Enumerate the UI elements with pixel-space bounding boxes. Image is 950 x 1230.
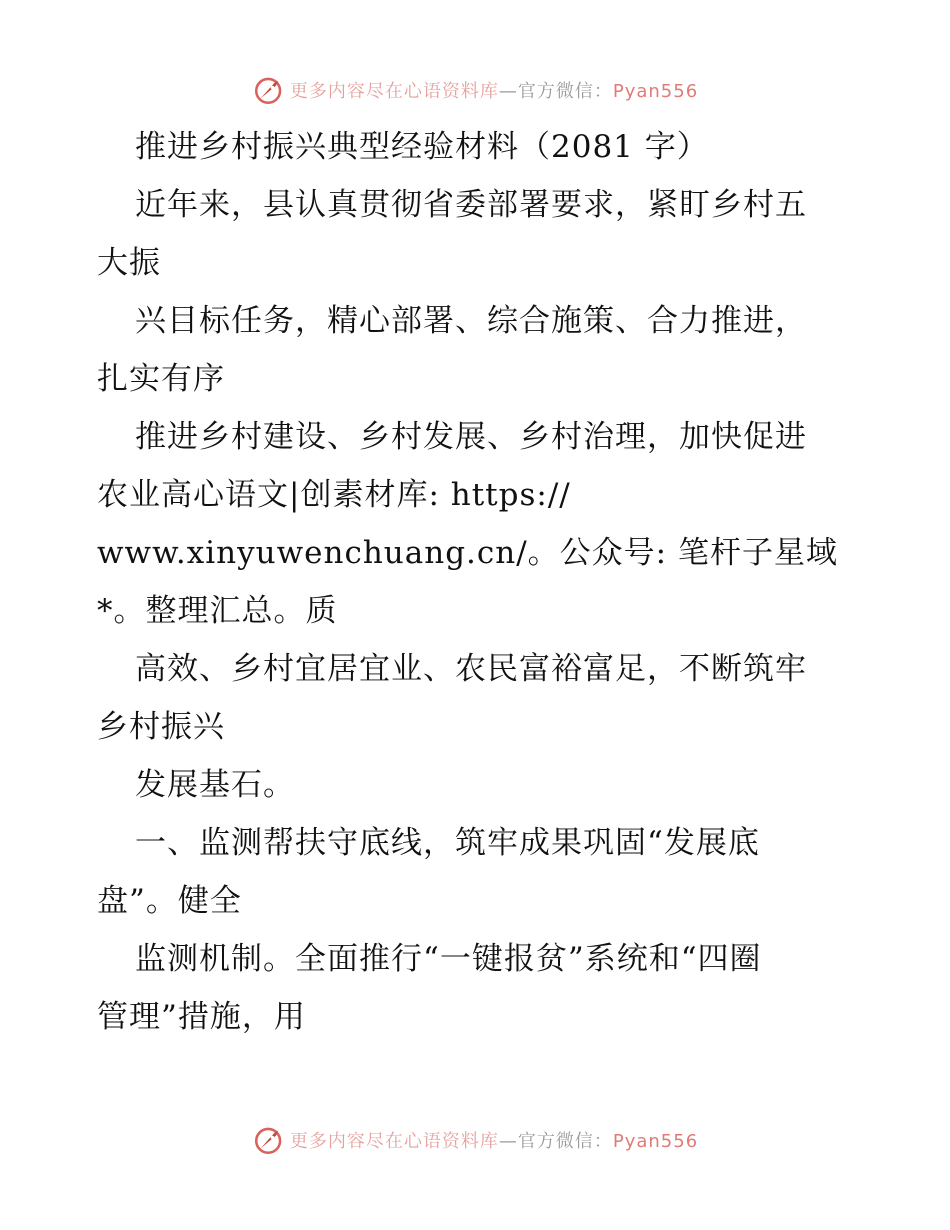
paragraph-line: 扎实有序 bbox=[97, 361, 225, 397]
paragraph-line: 大振 bbox=[97, 245, 161, 281]
footer-banner bbox=[0, 1120, 950, 1160]
paragraph-line: 乡村振兴 bbox=[97, 709, 225, 745]
paragraph-line: *。整理汇总。质 bbox=[97, 593, 338, 629]
header-banner bbox=[0, 70, 950, 110]
paragraph-line: 盘”。健全 bbox=[97, 883, 242, 919]
pen-nib-logo-icon bbox=[252, 1123, 286, 1157]
paragraph-line: 推进乡村建设、乡村发展、乡村治理，加快促进 bbox=[135, 419, 807, 455]
footer-watermark-text: 更多内容尽在心语资料库—官方微信：Pyan556 bbox=[289, 1131, 699, 1152]
pen-nib-logo-icon bbox=[252, 73, 286, 107]
header-watermark-text: 更多内容尽在心语资料库—官方微信：Pyan556 bbox=[289, 81, 699, 102]
paragraph-line: 农业高心语文|创素材库: https:// bbox=[97, 477, 571, 513]
paragraph-line: 近年来，县认真贯彻省委部署要求，紧盯乡村五 bbox=[135, 187, 807, 223]
document-body bbox=[97, 118, 857, 1046]
paragraph-line: www.xinyuwenchuang.cn/。公众号: 笔杆子星域 bbox=[97, 535, 838, 571]
section-heading-line: 一、监测帮扶守底线，筑牢成果巩固“发展底 bbox=[135, 825, 760, 861]
paragraph-line: 兴目标任务，精心部署、综合施策、合力推进， bbox=[135, 303, 807, 339]
paragraph-line: 发展基石。 bbox=[135, 767, 295, 803]
document-title: 推进乡村振兴典型经验材料（2081 字） bbox=[135, 129, 709, 165]
paragraph-line: 管理”措施，用 bbox=[97, 999, 306, 1035]
paragraph-line: 监测机制。全面推行“一键报贫”系统和“四圈 bbox=[135, 941, 762, 977]
paragraph-line: 高效、乡村宜居宜业、农民富裕富足，不断筑牢 bbox=[135, 651, 807, 687]
